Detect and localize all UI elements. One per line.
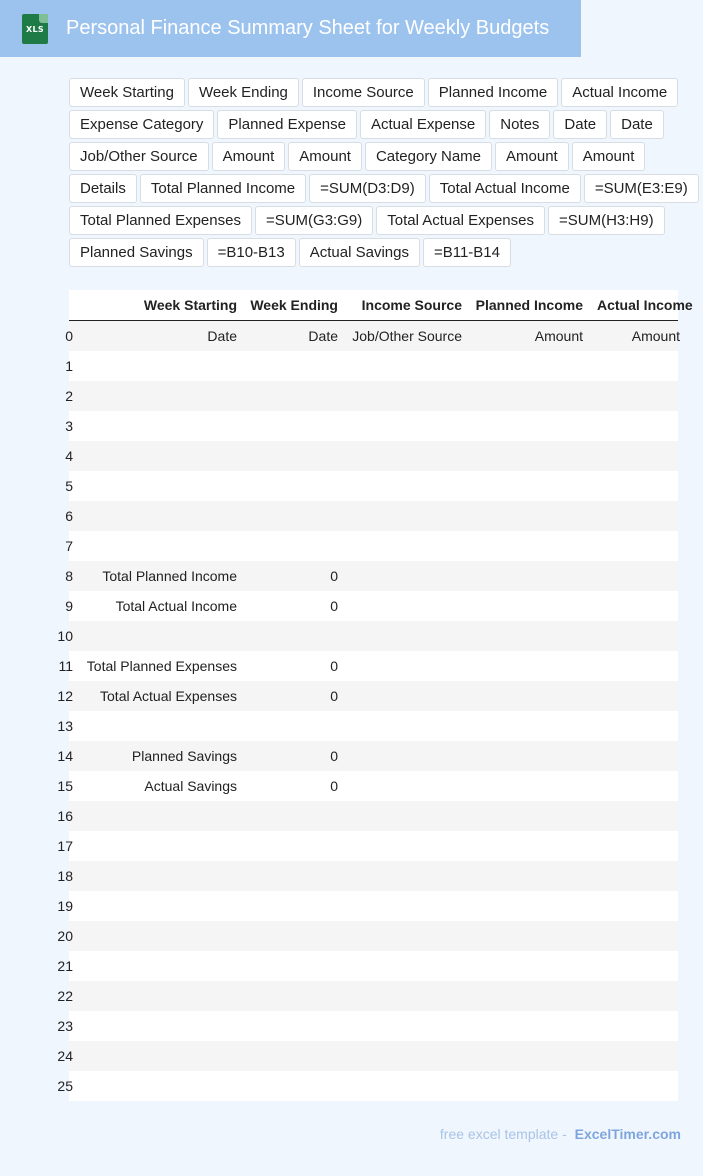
week-ending-cell[interactable] bbox=[237, 351, 338, 381]
keyword-chip[interactable]: =B11-B14 bbox=[423, 238, 511, 267]
week-starting-cell[interactable] bbox=[77, 471, 237, 501]
keyword-chip[interactable]: Notes bbox=[489, 110, 550, 139]
row-number: 7 bbox=[65, 538, 73, 554]
planned-income-cell[interactable] bbox=[462, 801, 583, 831]
actual-income-cell[interactable]: Amount bbox=[631, 328, 680, 344]
actual-income-cell[interactable] bbox=[583, 831, 680, 861]
table-row bbox=[65, 411, 678, 441]
income-source-cell[interactable] bbox=[338, 921, 462, 951]
row-number: 0 bbox=[65, 328, 73, 344]
week-ending-cell[interactable] bbox=[237, 981, 338, 1011]
week-starting-cell[interactable] bbox=[77, 861, 237, 891]
income-source-cell[interactable] bbox=[338, 411, 462, 441]
income-source-cell[interactable] bbox=[338, 951, 462, 981]
income-source-cell[interactable]: Job/Other Source bbox=[352, 328, 462, 344]
actual-income-cell[interactable] bbox=[583, 621, 680, 651]
table-row bbox=[65, 351, 678, 381]
keyword-chip[interactable]: Planned Income bbox=[428, 78, 558, 107]
row-number: 15 bbox=[57, 778, 73, 794]
footer-credit bbox=[440, 1126, 681, 1142]
income-source-cell[interactable] bbox=[338, 531, 462, 561]
spreadsheet-preview bbox=[57, 290, 693, 1101]
week-ending-cell[interactable] bbox=[237, 891, 338, 921]
footer-prefix: free excel template - bbox=[439, 1126, 567, 1142]
week-ending-cell[interactable]: 0 bbox=[330, 778, 338, 794]
actual-income-cell[interactable] bbox=[583, 741, 680, 771]
actual-income-cell[interactable] bbox=[583, 891, 680, 921]
planned-income-cell[interactable] bbox=[462, 381, 583, 411]
income-source-cell[interactable] bbox=[338, 741, 462, 771]
actual-income-cell[interactable] bbox=[583, 591, 680, 621]
keyword-chip[interactable]: Date bbox=[553, 110, 607, 139]
week-ending-cell[interactable] bbox=[237, 411, 338, 441]
week-ending-cell[interactable] bbox=[237, 1041, 338, 1071]
keyword-chip[interactable]: =SUM(E3:E9) bbox=[584, 174, 699, 203]
income-source-cell[interactable] bbox=[338, 891, 462, 921]
week-starting-cell[interactable] bbox=[77, 951, 237, 981]
row-number: 2 bbox=[65, 388, 73, 404]
week-ending-cell[interactable] bbox=[237, 441, 338, 471]
table-row bbox=[57, 921, 678, 951]
week-starting-cell[interactable] bbox=[77, 801, 237, 831]
planned-income-cell[interactable] bbox=[462, 1011, 583, 1041]
week-starting-cell[interactable]: Total Actual Expenses bbox=[100, 688, 237, 704]
week-starting-cell[interactable]: Date bbox=[207, 328, 237, 344]
actual-income-cell[interactable] bbox=[583, 471, 680, 501]
row-number: 3 bbox=[65, 418, 73, 434]
actual-income-cell[interactable] bbox=[583, 921, 680, 951]
week-starting-cell[interactable] bbox=[77, 381, 237, 411]
table-row bbox=[65, 321, 680, 351]
keyword-chip[interactable]: =SUM(D3:D9) bbox=[309, 174, 426, 203]
planned-income-cell[interactable] bbox=[462, 861, 583, 891]
keyword-chip[interactable]: Income Source bbox=[302, 78, 425, 107]
week-ending-cell[interactable] bbox=[237, 861, 338, 891]
income-source-cell[interactable] bbox=[338, 381, 462, 411]
table-row bbox=[57, 711, 678, 741]
week-starting-cell[interactable]: Total Actual Income bbox=[115, 598, 237, 614]
planned-income-cell[interactable] bbox=[462, 981, 583, 1011]
table-row bbox=[65, 441, 678, 471]
week-ending-cell[interactable] bbox=[237, 531, 338, 561]
week-ending-cell[interactable] bbox=[237, 471, 338, 501]
table-row bbox=[65, 531, 678, 561]
row-number: 8 bbox=[65, 568, 73, 584]
keyword-chip[interactable]: Amount bbox=[495, 142, 569, 171]
planned-income-cell[interactable] bbox=[462, 831, 583, 861]
week-starting-cell[interactable]: Actual Savings bbox=[144, 778, 237, 794]
actual-income-cell[interactable] bbox=[583, 561, 680, 591]
table-row bbox=[58, 651, 678, 681]
week-starting-cell[interactable] bbox=[77, 711, 237, 741]
week-starting-cell[interactable] bbox=[77, 411, 237, 441]
keyword-chip[interactable]: =B10-B13 bbox=[207, 238, 296, 267]
keyword-chip[interactable]: Planned Expense bbox=[217, 110, 357, 139]
row-number: 19 bbox=[57, 898, 73, 914]
row-number: 6 bbox=[65, 508, 73, 524]
week-ending-cell[interactable] bbox=[237, 501, 338, 531]
row-number: 1 bbox=[65, 358, 73, 374]
table-row bbox=[65, 501, 678, 531]
income-source-cell[interactable] bbox=[338, 441, 462, 471]
actual-income-cell[interactable] bbox=[583, 951, 680, 981]
row-number: 14 bbox=[57, 748, 73, 764]
actual-income-cell[interactable] bbox=[583, 711, 680, 741]
planned-income-cell[interactable] bbox=[462, 561, 583, 591]
keyword-chip[interactable]: =SUM(G3:G9) bbox=[255, 206, 373, 235]
week-ending-cell[interactable]: 0 bbox=[330, 658, 338, 674]
income-source-cell[interactable] bbox=[338, 621, 462, 651]
planned-income-cell[interactable] bbox=[462, 771, 583, 801]
table-row bbox=[57, 1011, 678, 1041]
row-number: 23 bbox=[57, 1018, 73, 1034]
week-starting-cell[interactable]: Planned Savings bbox=[131, 748, 237, 764]
table-row bbox=[65, 591, 678, 621]
week-starting-cell[interactable] bbox=[77, 621, 237, 651]
planned-income-cell[interactable] bbox=[462, 921, 583, 951]
row-number: 20 bbox=[57, 928, 73, 944]
table-row bbox=[57, 771, 678, 801]
week-starting-cell[interactable] bbox=[77, 441, 237, 471]
week-starting-cell[interactable]: Total Planned Expenses bbox=[86, 658, 237, 674]
row-number: 4 bbox=[65, 448, 73, 464]
table-row bbox=[57, 1071, 678, 1101]
week-ending-cell[interactable]: Date bbox=[308, 328, 338, 344]
income-source-cell[interactable] bbox=[338, 831, 462, 861]
keyword-chip[interactable]: Date bbox=[610, 110, 664, 139]
actual-income-cell[interactable] bbox=[583, 981, 680, 1011]
income-source-cell[interactable] bbox=[338, 471, 462, 501]
week-starting-cell[interactable] bbox=[77, 891, 237, 921]
row-number: 18 bbox=[57, 868, 73, 884]
planned-income-cell[interactable] bbox=[462, 951, 583, 981]
table-row bbox=[57, 1041, 678, 1071]
week-starting-cell[interactable]: Total Planned Income bbox=[102, 568, 237, 584]
week-starting-cell[interactable] bbox=[77, 1071, 237, 1101]
planned-income-cell[interactable]: Amount bbox=[534, 328, 583, 344]
table-row bbox=[57, 681, 678, 711]
income-source-cell[interactable] bbox=[338, 1011, 462, 1041]
income-source-cell[interactable] bbox=[338, 1071, 462, 1101]
income-source-cell[interactable] bbox=[338, 591, 462, 621]
actual-income-cell[interactable] bbox=[583, 771, 680, 801]
actual-income-cell[interactable] bbox=[583, 531, 680, 561]
table-row bbox=[65, 561, 678, 591]
keyword-chip[interactable]: Category Name bbox=[365, 142, 492, 171]
xls-icon-label: XLS bbox=[26, 24, 44, 34]
planned-income-cell[interactable] bbox=[462, 681, 583, 711]
actual-income-cell[interactable] bbox=[583, 381, 680, 411]
week-starting-cell[interactable] bbox=[77, 351, 237, 381]
keyword-chip[interactable]: Planned Savings bbox=[69, 238, 204, 267]
planned-income-cell[interactable] bbox=[462, 531, 583, 561]
income-source-cell[interactable] bbox=[338, 651, 462, 681]
planned-income-cell[interactable] bbox=[462, 501, 583, 531]
income-source-cell[interactable] bbox=[338, 711, 462, 741]
income-source-cell[interactable] bbox=[338, 681, 462, 711]
week-starting-cell[interactable] bbox=[77, 531, 237, 561]
week-ending-cell[interactable]: 0 bbox=[330, 688, 338, 704]
keyword-chip[interactable]: Amount bbox=[288, 142, 362, 171]
actual-income-cell[interactable] bbox=[583, 351, 680, 381]
actual-income-cell[interactable] bbox=[583, 861, 680, 891]
week-ending-cell[interactable] bbox=[237, 951, 338, 981]
row-number: 24 bbox=[57, 1048, 73, 1064]
keyword-chip[interactable]: Total Actual Income bbox=[429, 174, 581, 203]
keyword-chip[interactable]: Week Ending bbox=[188, 78, 299, 107]
week-ending-cell[interactable] bbox=[237, 381, 338, 411]
row-number: 12 bbox=[57, 688, 73, 704]
row-number: 5 bbox=[65, 478, 73, 494]
income-source-cell[interactable] bbox=[338, 351, 462, 381]
planned-income-cell[interactable] bbox=[462, 1041, 583, 1071]
table-row bbox=[57, 621, 678, 651]
week-ending-cell[interactable] bbox=[237, 621, 338, 651]
table-row bbox=[57, 951, 678, 981]
keyword-chip[interactable]: Details bbox=[69, 174, 137, 203]
table-row bbox=[57, 861, 678, 891]
row-number: 25 bbox=[57, 1078, 73, 1094]
xls-file-icon bbox=[22, 14, 48, 44]
column-header: Week Starting bbox=[143, 297, 237, 313]
week-ending-cell[interactable]: 0 bbox=[330, 598, 338, 614]
column-header bbox=[69, 290, 73, 320]
week-starting-cell[interactable] bbox=[77, 831, 237, 861]
keyword-chip[interactable]: Total Planned Expenses bbox=[69, 206, 252, 235]
keyword-chip[interactable]: Actual Savings bbox=[299, 238, 420, 267]
title-banner bbox=[0, 0, 581, 57]
week-ending-cell[interactable]: 0 bbox=[330, 748, 338, 764]
column-header: Week Ending bbox=[250, 297, 338, 313]
week-starting-cell[interactable] bbox=[77, 501, 237, 531]
table-row bbox=[57, 741, 678, 771]
week-starting-cell[interactable] bbox=[77, 1041, 237, 1071]
keyword-chip[interactable]: Amount bbox=[212, 142, 286, 171]
keyword-chip[interactable]: Total Planned Income bbox=[140, 174, 306, 203]
income-source-cell[interactable] bbox=[338, 771, 462, 801]
week-ending-cell[interactable] bbox=[237, 921, 338, 951]
row-number: 21 bbox=[57, 958, 73, 974]
column-keyword-chips bbox=[69, 78, 699, 267]
actual-income-cell[interactable] bbox=[583, 1041, 680, 1071]
table-row bbox=[57, 981, 678, 1011]
planned-income-cell[interactable] bbox=[462, 1071, 583, 1101]
planned-income-cell[interactable] bbox=[462, 411, 583, 441]
keyword-chip[interactable]: =SUM(H3:H9) bbox=[548, 206, 665, 235]
keyword-chip[interactable]: Total Actual Expenses bbox=[376, 206, 545, 235]
keyword-chip[interactable]: Actual Income bbox=[561, 78, 678, 107]
actual-income-cell[interactable] bbox=[583, 411, 680, 441]
planned-income-cell[interactable] bbox=[462, 891, 583, 921]
row-number: 16 bbox=[57, 808, 73, 824]
actual-income-cell[interactable] bbox=[583, 1011, 680, 1041]
actual-income-cell[interactable] bbox=[583, 651, 680, 681]
table-row bbox=[65, 381, 678, 411]
income-source-cell[interactable] bbox=[338, 801, 462, 831]
week-ending-cell[interactable]: 0 bbox=[330, 568, 338, 584]
income-source-cell[interactable] bbox=[338, 501, 462, 531]
week-ending-cell[interactable] bbox=[237, 1071, 338, 1101]
table-row bbox=[65, 471, 678, 501]
planned-income-cell[interactable] bbox=[462, 441, 583, 471]
keyword-chip[interactable]: Job/Other Source bbox=[69, 142, 209, 171]
planned-income-cell[interactable] bbox=[462, 651, 583, 681]
page-title: Personal Finance Summary Sheet for Weekly Budgets bbox=[66, 17, 550, 39]
row-number: 10 bbox=[57, 628, 73, 644]
column-header: Income Source bbox=[361, 297, 462, 313]
footer-brand-link[interactable]: ExcelTimer.com bbox=[574, 1126, 681, 1142]
column-header: Actual Income bbox=[597, 297, 693, 313]
row-number: 17 bbox=[57, 838, 73, 854]
keyword-chip[interactable]: Actual Expense bbox=[360, 110, 486, 139]
planned-income-cell[interactable] bbox=[462, 591, 583, 621]
actual-income-cell[interactable] bbox=[583, 801, 680, 831]
column-header: Planned Income bbox=[475, 297, 583, 313]
actual-income-cell[interactable] bbox=[583, 501, 680, 531]
row-number: 13 bbox=[57, 718, 73, 734]
income-source-cell[interactable] bbox=[338, 981, 462, 1011]
keyword-chip[interactable]: Week Starting bbox=[69, 78, 185, 107]
planned-income-cell[interactable] bbox=[462, 711, 583, 741]
income-source-cell[interactable] bbox=[338, 1041, 462, 1071]
table-row bbox=[57, 831, 678, 861]
actual-income-cell[interactable] bbox=[583, 1071, 680, 1101]
planned-income-cell[interactable] bbox=[462, 351, 583, 381]
income-source-cell[interactable] bbox=[338, 861, 462, 891]
week-starting-cell[interactable] bbox=[77, 981, 237, 1011]
planned-income-cell[interactable] bbox=[462, 471, 583, 501]
keyword-chip[interactable]: Expense Category bbox=[69, 110, 214, 139]
planned-income-cell[interactable] bbox=[462, 621, 583, 651]
actual-income-cell[interactable] bbox=[583, 681, 680, 711]
income-source-cell[interactable] bbox=[338, 561, 462, 591]
week-ending-cell[interactable] bbox=[237, 1011, 338, 1041]
table-header-row bbox=[69, 290, 693, 321]
actual-income-cell[interactable] bbox=[583, 441, 680, 471]
week-ending-cell[interactable] bbox=[237, 831, 338, 861]
week-ending-cell[interactable] bbox=[237, 801, 338, 831]
planned-income-cell[interactable] bbox=[462, 741, 583, 771]
table-row bbox=[57, 891, 678, 921]
row-number: 22 bbox=[57, 988, 73, 1004]
row-number: 9 bbox=[65, 598, 73, 614]
keyword-chip[interactable]: Amount bbox=[572, 142, 646, 171]
table-row bbox=[57, 801, 678, 831]
week-starting-cell[interactable] bbox=[77, 1011, 237, 1041]
week-starting-cell[interactable] bbox=[77, 921, 237, 951]
week-ending-cell[interactable] bbox=[237, 711, 338, 741]
row-number: 11 bbox=[58, 658, 73, 674]
